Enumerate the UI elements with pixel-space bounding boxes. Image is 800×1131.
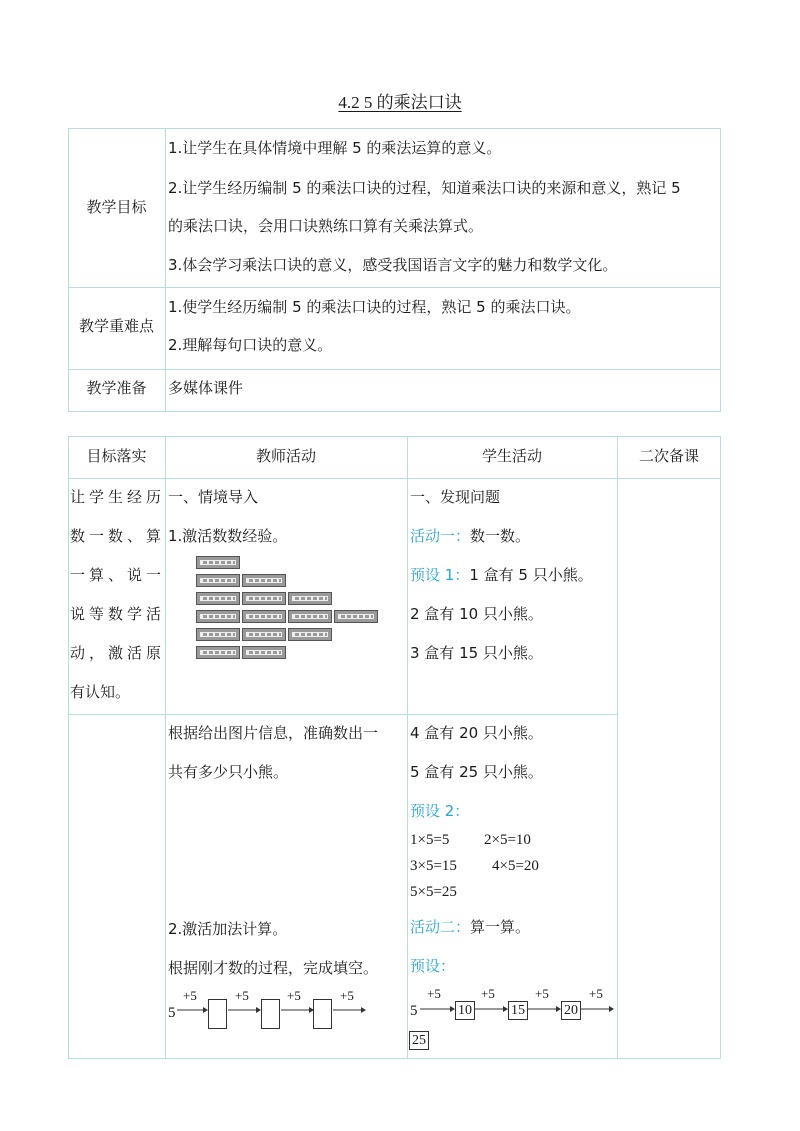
plus-five-label: +5 xyxy=(481,986,495,1001)
plus-five-label: +5 xyxy=(427,986,441,1001)
plus-five-label: +5 xyxy=(340,988,354,1003)
arrow-icon xyxy=(177,1006,209,1014)
preset-1-line: 4 盒有 20 只小熊。 xyxy=(410,724,543,742)
arrow-icon xyxy=(333,1006,367,1014)
arrow-icon xyxy=(420,1005,456,1013)
blank-box[interactable] xyxy=(208,999,227,1029)
activity-1 xyxy=(410,525,530,546)
activity-2 xyxy=(410,916,530,937)
plus-five-label: +5 xyxy=(287,988,301,1003)
student-chain-start: 5 xyxy=(410,1003,418,1019)
goal-text-line: 有认知。 xyxy=(70,683,131,701)
goal-line: 2.让学生经历编制 5 的乘法口诀的过程，知道乘法口诀的来源和意义，熟记 5 xyxy=(168,179,681,197)
answer-box: 10 xyxy=(455,1001,475,1020)
activity-2-text: 算一算。 xyxy=(470,918,531,936)
answer-box: 15 xyxy=(508,1001,528,1020)
preset-1-line: 5 盒有 25 只小熊。 xyxy=(410,763,543,781)
plus-five-label: +5 xyxy=(183,988,197,1003)
arrow-icon xyxy=(528,1005,562,1013)
arrow-icon xyxy=(581,1005,615,1013)
row-separator xyxy=(68,714,617,715)
preset-1-line: 2 盒有 10 只小熊。 xyxy=(410,605,543,623)
preset-3-label: 预设： xyxy=(410,957,456,975)
answer-box: 25 xyxy=(409,1031,429,1050)
bear-boxes-picture xyxy=(196,556,380,660)
plus-five-label: +5 xyxy=(589,986,603,1001)
goal-line: 1.让学生在具体情境中理解 5 的乘法运算的意义。 xyxy=(168,139,502,157)
goal-text-line: 让学生经历 xyxy=(70,488,166,506)
header-teacher: 教师活动 xyxy=(255,447,316,465)
student-section-title: 一、发现问题 xyxy=(410,488,501,506)
activity-1-text: 数一数。 xyxy=(470,527,531,545)
header-goal: 目标落实 xyxy=(86,447,147,465)
teacher-desc-2: 根据刚才数的过程，完成填空。 xyxy=(168,959,379,977)
activity-1-label: 活动一： xyxy=(410,527,471,545)
goal-line: 3.体会学习乘法口诀的意义，感受我国语言文字的魅力和数学文化。 xyxy=(168,256,618,274)
teacher-section-title: 一、情境导入 xyxy=(168,488,259,506)
blank-box[interactable] xyxy=(313,999,332,1029)
goal-line: 的乘法口诀，会用口诀熟练口算有关乘法算式。 xyxy=(168,217,484,235)
teacher-item-1: 1.激活数数经验。 xyxy=(168,527,288,545)
goal-text-line: 一算、说一 xyxy=(70,566,166,584)
preset-2-label: 预设 2： xyxy=(410,802,470,820)
preparation-text: 多媒体课件 xyxy=(168,379,244,397)
info-row-separator xyxy=(68,369,721,370)
column-divider xyxy=(407,436,408,1059)
teacher-desc-1a: 根据给出图片信息，准确数出一 xyxy=(168,724,379,742)
arrow-icon xyxy=(281,1006,315,1014)
equation: 5×5=25 xyxy=(410,884,457,900)
header-student: 学生活动 xyxy=(481,447,542,465)
arrow-icon xyxy=(228,1006,262,1014)
preset-1-label: 预设 1： xyxy=(410,566,470,584)
info-label-preparation: 教学准备 xyxy=(86,379,147,397)
teacher-desc-1b: 共有多少只小熊。 xyxy=(168,763,289,781)
info-label-key-points: 教学重难点 xyxy=(78,317,154,335)
preset-1 xyxy=(410,564,593,585)
preset-1-line: 3 盒有 15 只小熊。 xyxy=(410,644,543,662)
info-row-separator xyxy=(68,287,721,288)
answer-box: 20 xyxy=(561,1001,581,1020)
equation: 3×5=15 xyxy=(410,858,457,874)
key-point-line: 2.理解每句口诀的意义。 xyxy=(168,336,333,354)
plus-five-label: +5 xyxy=(535,986,549,1001)
page-title: 4.2 5 的乘法口诀 xyxy=(338,93,462,112)
teacher-item-2: 2.激活加法计算。 xyxy=(168,920,288,938)
goal-text-line: 动，激活原 xyxy=(70,644,166,662)
goal-text-line: 说等数学活 xyxy=(70,605,166,623)
header-revision: 二次备课 xyxy=(638,447,699,465)
activity-2-label: 活动二： xyxy=(410,918,471,936)
preset-1-line: 1 盒有 5 只小熊。 xyxy=(469,566,593,584)
info-label-goals: 教学目标 xyxy=(86,198,147,216)
header-separator xyxy=(68,478,721,479)
blank-box[interactable] xyxy=(261,999,280,1029)
arrow-icon xyxy=(475,1005,509,1013)
key-point-line: 1.使学生经历编制 5 的乘法口诀的过程，熟记 5 的乘法口诀。 xyxy=(168,298,581,316)
equation: 4×5=20 xyxy=(492,858,539,874)
equation: 1×5=5 xyxy=(410,832,450,848)
plus-five-label: +5 xyxy=(235,988,249,1003)
column-divider xyxy=(617,436,618,1059)
teacher-chain-start: 5 xyxy=(168,1005,176,1021)
equation: 2×5=10 xyxy=(484,832,531,848)
column-divider xyxy=(165,436,166,1059)
goal-text-line: 数一数、算 xyxy=(70,527,166,545)
